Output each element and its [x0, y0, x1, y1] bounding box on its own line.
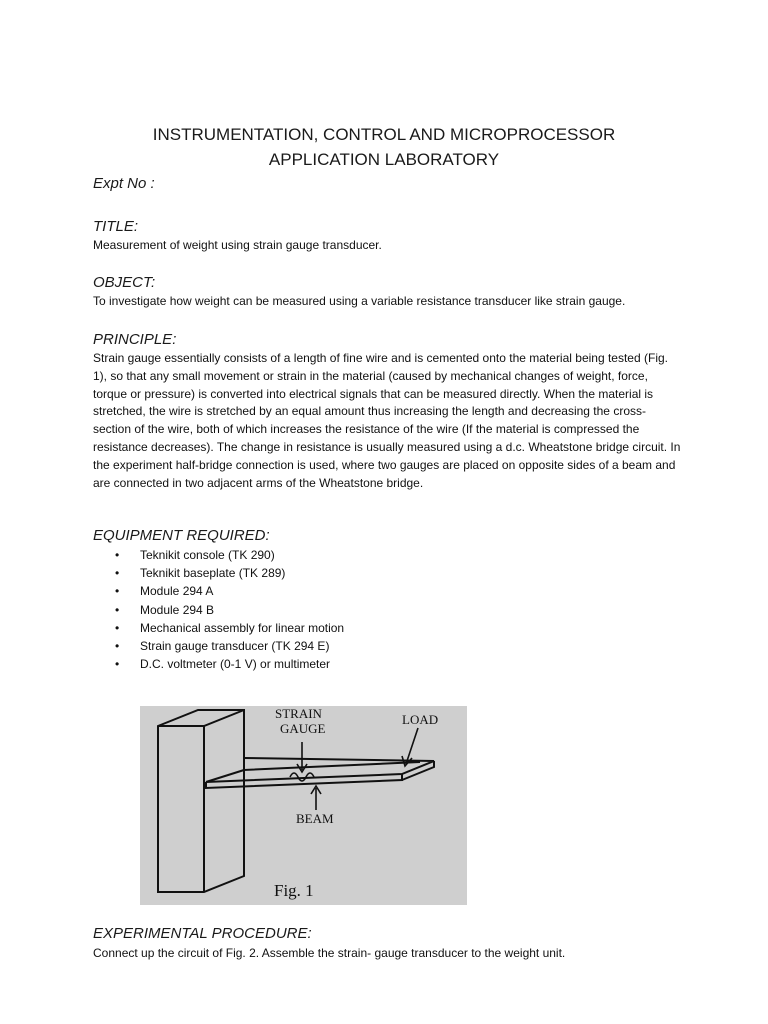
- equipment-item: • Teknikit console (TK 290): [93, 546, 344, 564]
- title-text: Measurement of weight using strain gauge transducer.: [93, 238, 382, 252]
- wall-top-edge: [158, 710, 244, 726]
- equipment-item: • Module 294 B: [93, 601, 344, 619]
- principle-heading: PRINCIPLE:: [93, 331, 177, 348]
- strain-gauge-figure: [140, 706, 467, 905]
- equipment-item: • Module 294 A: [93, 582, 344, 600]
- figure-label-load: LOAD: [402, 712, 439, 727]
- equipment-list: [93, 546, 344, 673]
- object-text: To investigate how weight can be measured using a variable resistance transducer like strain gauge.: [93, 294, 626, 308]
- equipment-heading: EQUIPMENT REQUIRED:: [93, 527, 270, 544]
- procedure-text: Connect up the circuit of Fig. 2. Assemble the strain- gauge transducer to the weight unit.: [93, 946, 566, 960]
- page-title-line2: APPLICATION LABORATORY: [268, 150, 500, 169]
- title-heading: TITLE:: [93, 218, 139, 235]
- wall-block: [158, 710, 244, 892]
- equipment-item: • Strain gauge transducer (TK 294 E): [93, 637, 344, 655]
- page-title-line1: INSTRUMENTATION, CONTROL AND MICROPROCESSOR: [152, 125, 616, 144]
- expt-number-label: Expt No :: [93, 175, 155, 192]
- figure-caption: Fig. 1: [274, 881, 314, 900]
- procedure-heading: EXPERIMENTAL PROCEDURE:: [93, 925, 312, 942]
- strain-gauge-diagram: [140, 706, 467, 905]
- equipment-item: • D.C. voltmeter (0-1 V) or multimeter: [93, 655, 344, 673]
- equipment-item: • Teknikit baseplate (TK 289): [93, 564, 344, 582]
- equipment-item: • Mechanical assembly for linear motion: [93, 619, 344, 637]
- figure-label-gauge: GAUGE: [280, 721, 326, 736]
- page-title: [0, 122, 768, 172]
- figure-label-beam: BEAM: [296, 811, 334, 826]
- figure-label-strain: STRAIN: [275, 706, 322, 721]
- object-heading: OBJECT:: [93, 274, 156, 291]
- principle-text: Strain gauge essentially consists of a length of fine wire and is cemented onto the material being tested (Fig. 1), so that any small movement or strain in the material (caused by mechanical changes of weight, force, torque or pressure) is converted into electrical signals that can be measured directly. When the material is stretched, the wire is stretched by an equal amount thus increasing the length and decreasing the cross-section of the wire, both of which increases the resistance of the wire (If the material is compressed the resistance decreases). The change in resistance is usually measured using a d.c. Wheatstone bridge circuit. In the experiment half-bridge connection is used, where two gauges are placed on opposite sides of a beam and are connected in two adjacent arms of the Wheatstone bridge.: [93, 351, 681, 490]
- beam-top-face: [206, 758, 434, 782]
